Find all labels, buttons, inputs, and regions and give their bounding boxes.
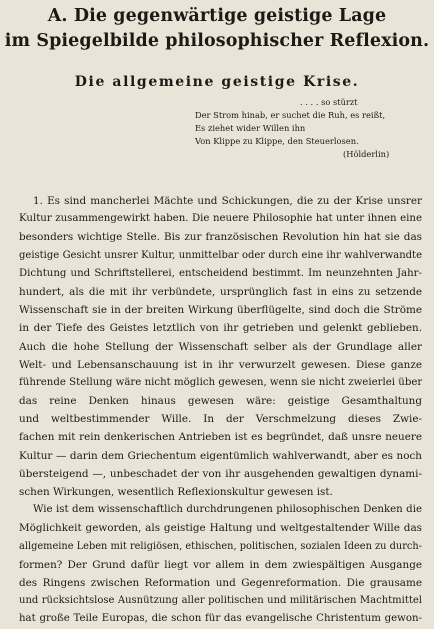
- text-line: 1. Es sind mancherlei Mächte und Schickungen, die zu der Krise unsrer: [33, 195, 422, 207]
- body-text: [19, 192, 422, 629]
- text-line: Wie ist dem wissenschaftlich durchdrungenen philosophischen Denken die: [33, 504, 422, 516]
- chapter-title-line-1: A. Die gegenwärtige geistige Lage: [47, 6, 387, 26]
- text-line: Welt- und Lebensanschauung ist in ihr verwurzelt gewesen. Diese ganze: [19, 358, 422, 371]
- text-line: übersteigend —, unbeschadet der von ihr ausgehenden gewaltigen dynami-: [19, 467, 422, 480]
- motto-line: Der Strom hinab, er suchet die Ruh, es reißt,: [195, 110, 386, 120]
- text-line: Kultur zusammengewirkt haben. Die neuere Philosophie hat unter ihnen eine: [19, 213, 422, 225]
- text-line: Wissenschaft sie in der breiten Wirkung überflügelte, sind doch die Ströme: [19, 304, 422, 317]
- text-line: formen? Der Grund dafür liegt vor allem in dem zwiespältigen Ausgange: [19, 558, 422, 571]
- text-line: und weltbestimmender Wille. In der Verschmelzung dieses Zwie-: [19, 413, 422, 426]
- text-line: allgemeine Leben mit religiösen, ethischen, politischen, sozialen Ideen zu durch-: [19, 540, 422, 552]
- section-subtitle: Die allgemeine geistige Krise.: [74, 74, 360, 90]
- text-line: Möglichkeit geworden, als geistige Haltung und weltgestaltender Wille das: [19, 522, 422, 535]
- text-line: das reine Denken hinaus gewesen wäre: geistige Gesamthaltung: [19, 395, 422, 408]
- text-line: in der Tiefe des Geistes letztlich von ihr getrieben und gelenkt geblieben.: [19, 322, 422, 335]
- motto-line: Von Klippe zu Klippe, den Steuerlosen.: [195, 136, 359, 146]
- text-line: fachen mit rein denkerischen Antrieben ist es begründet, daß unsre neuere: [19, 431, 422, 444]
- text-line: hat große Teile Europas, die schon für das evangelische Christentum gewon-: [19, 613, 422, 625]
- motto-attribution: (Hölderlin): [343, 149, 390, 159]
- text-line: Kultur — darin dem Griechentum eigentümlich wahlverwandt, aber es noch: [19, 449, 422, 462]
- text-line: hundert, als die mit ihr verbündete, ursprünglich fast in eins zu setzende: [19, 285, 422, 298]
- text-line: führende Stellung wäre nicht möglich gewesen, wenn sie nicht zweierlei über: [19, 376, 422, 388]
- text-line: Dichtung und Schriftstellerei, entscheidend bestimmt. Im neunzehnten Jahr-: [19, 267, 422, 279]
- text-line: schen Wirkungen, wesentlich Reflexionskultur gewesen ist.: [19, 486, 333, 498]
- text-line: des Ringens zwischen Reformation und Gegenreformation. Die grausame: [19, 576, 422, 589]
- text-line: geistige Gesicht unsrer Kultur, unmittelbar oder durch eine ihr wahlverwandte: [19, 249, 422, 261]
- motto-line: Es ziehet wider Willen ihn: [195, 123, 306, 133]
- text-line: Auch die hohe Stellung der Wissenschaft selber als der Grundlage aller: [19, 340, 422, 353]
- motto-line: . . . . so stürzt: [300, 97, 358, 107]
- text-line: besonders wichtige Stelle. Bis zur französischen Revolution hin hat sie das: [19, 231, 422, 244]
- chapter-title-line-2: im Spiegelbilde philosophischer Reflexion.: [4, 31, 430, 51]
- text-line: und rücksichtslose Ausnützung aller politischen und militärischen Machtmittel: [19, 595, 422, 607]
